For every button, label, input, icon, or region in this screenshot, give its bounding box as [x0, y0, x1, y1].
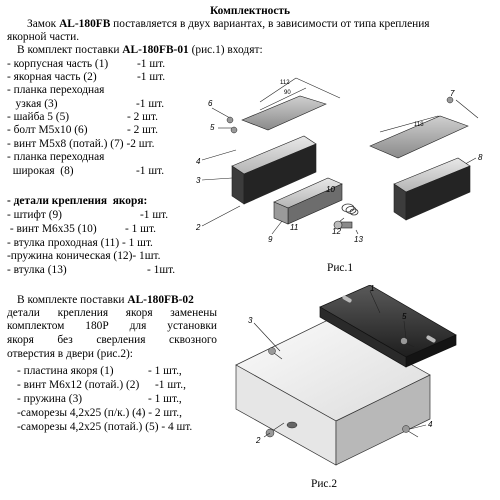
dimension-label: 112: [280, 80, 290, 86]
kit2-item-qty: - 1 шт.,: [148, 393, 182, 405]
figure-2-caption: Рис.2: [311, 478, 338, 490]
kit1-item-name: - шайба 5 (5): [7, 111, 70, 123]
kit2-para-line-3: комплектом 180Р для установки: [7, 320, 217, 332]
kit2-para-line-1: В комплекте поставки AL-180FB-02: [17, 294, 194, 306]
anchor-item-name: - винт М6х35 (10): [7, 223, 97, 235]
callout-number: 10: [326, 185, 335, 194]
kit1-item-name: - винт М5х8 (потай.) (7) -2 шт.: [7, 138, 155, 150]
callout-number: 4: [196, 157, 201, 166]
callout-number: 12: [332, 227, 341, 236]
kit2-item-name: - винт М6х12 (потай.) (2): [17, 379, 140, 391]
kit1-item-name: - якорная часть (2): [7, 71, 97, 83]
callout-number: 2: [256, 436, 261, 445]
intro-line-2: якорной части.: [7, 31, 80, 43]
dimension-label: 118: [414, 122, 424, 128]
anchor-item-qty: - 1шт.: [147, 264, 176, 276]
figure-2-drawing: [230, 285, 492, 475]
callout-number: 5: [402, 312, 407, 321]
anchor-item-name: - втулка проходная (11) - 1 шт.: [7, 237, 153, 249]
page-title: Комплектность: [209, 5, 291, 17]
callout-number: 8: [478, 153, 483, 162]
kit1-item-name: - планка переходная: [7, 84, 105, 96]
kit1-item-qty: -1 шт.: [136, 165, 165, 177]
kit1-item-name: широкая (8): [7, 165, 74, 177]
anchor-item-qty: - 1 шт.: [125, 223, 156, 235]
figure-1-drawing: [188, 58, 498, 268]
callout-number: 13: [354, 235, 363, 244]
callout-number: 7: [450, 89, 455, 98]
kit2-item-name: - пружина (3): [17, 393, 83, 405]
anchor-item-qty: -1 шт.: [140, 209, 169, 221]
callout-number: 1: [370, 285, 375, 293]
callout-number: 11: [290, 223, 299, 232]
anchor-item-name: - штифт (9): [7, 209, 62, 221]
callout-number: 9: [268, 235, 273, 244]
anchor-item-name: -пружина коническая (12)- 1шт.: [7, 250, 161, 262]
kit1-item-name: - планка переходная: [7, 151, 105, 163]
kit2-para-line-2: детали крепления якоря заменены: [7, 307, 217, 319]
anchor-header: - детали крепления якоря:: [7, 195, 148, 207]
callout-number: 3: [196, 176, 201, 185]
kit1-item-qty: - 2 шт.: [127, 111, 158, 123]
kit2-item-qty: - 1 шт.,: [148, 365, 182, 377]
kit2-item-name: -саморезы 4,2х25 (п/к.) (4) - 2 шт.,: [17, 407, 183, 419]
callout-number: 5: [210, 123, 215, 132]
intro-line-3: В комплект поставки AL-180FB-01 (рис.1) входят:: [17, 44, 263, 56]
callout-number: 3: [248, 316, 253, 325]
kit2-item-name: - пластина якоря (1): [17, 365, 114, 377]
callout-number: 2: [196, 223, 201, 232]
kit1-item-name: узкая (3): [7, 98, 58, 110]
kit2-item-qty: -1 шт.,: [155, 379, 186, 391]
kit2-item-name: -саморезы 4,2х25 (потай.) (5) - 4 шт.: [17, 421, 193, 433]
kit1-item-qty: -1 шт.: [137, 58, 166, 70]
kit1-item-name: - болт М5х10 (6): [7, 124, 88, 136]
dimension-label: 90: [284, 90, 291, 96]
intro-line-1: Замок AL-180FB поставляется в двух вариантах, в зависимости от типа крепления: [27, 18, 430, 30]
kit1-item-name: - корпусная часть (1): [7, 58, 109, 70]
kit1-item-qty: - 2 шт.: [127, 124, 158, 136]
callout-number: 6: [208, 99, 213, 108]
kit1-item-qty: -1 шт.: [136, 98, 165, 110]
kit2-para-line-5: отверстия в двери (рис.2):: [7, 348, 133, 360]
anchor-item-name: - втулка (13): [7, 264, 67, 276]
kit1-item-qty: -1 шт.: [137, 71, 166, 83]
kit2-para-line-4: якоря без сверления сквозного: [7, 334, 217, 346]
figure-1-caption: Рис.1: [327, 262, 354, 274]
callout-number: 4: [428, 420, 433, 429]
